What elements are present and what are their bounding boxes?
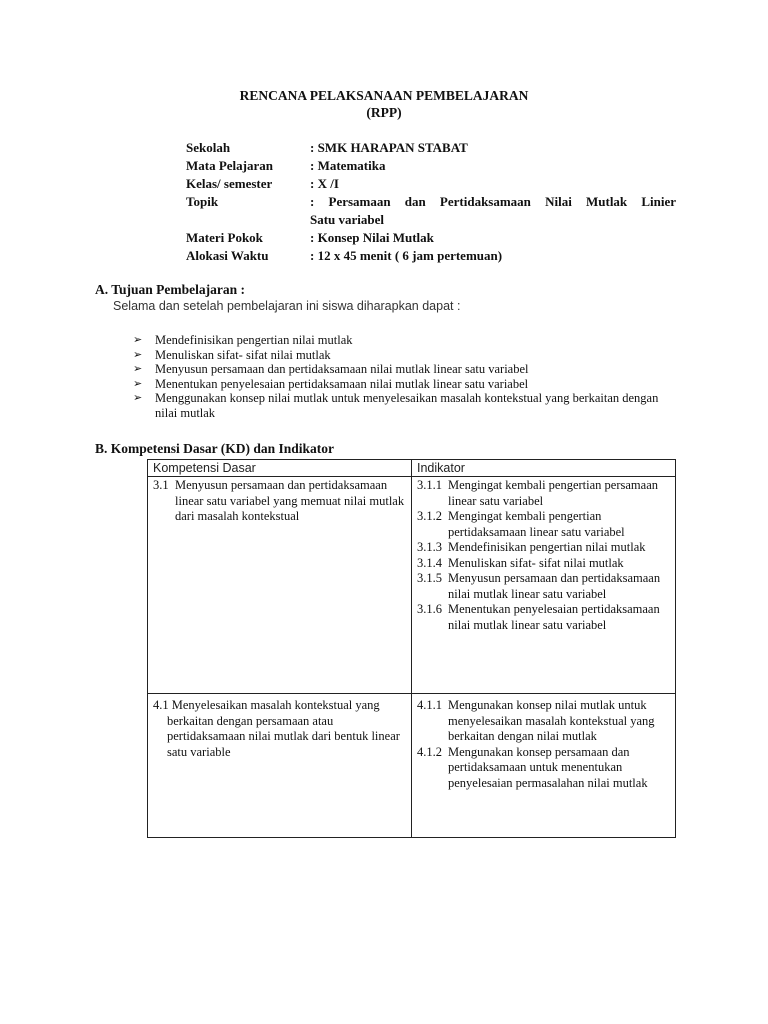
indicator-item [417,540,670,556]
indicator-text: Mengingat kembali pengertian pertidaksamaan linear satu variabel [448,509,625,539]
indicator-text: Mengunakan konsep nilai mutlak untuk menyelesaikan masalah kontekstual yang berkaitan dengan nilai mutlak [448,698,655,743]
arrow-bullet-icon: ➢ [133,334,143,346]
kd-number: 3.1 [153,478,169,492]
indicator-item [417,602,670,633]
indicator-number: 3.1.1 [417,478,442,492]
kd-text: Menyelesaikan masalah kontekstual yang berkaitan dengan persamaan atau pertidaksamaan nilai mutlak dari bentuk linear satu variable [167,698,400,759]
indicator-item [417,571,670,602]
list-item-text: Menyusun persamaan dan pertidaksamaan nilai mutlak linear satu variabel [155,362,529,376]
list-item-text: Menuliskan sifat- sifat nilai mutlak [155,347,331,362]
kd-cell [148,477,412,694]
arrow-bullet-icon: ➢ [133,392,143,404]
info-value-continuation: Satu variabel [310,212,385,227]
indicator-item [417,698,670,745]
list-item [133,348,673,363]
kd-number: 4.1 [153,698,169,712]
column-header-kd: Kompetensi Dasar [148,460,412,477]
info-row-materi-pokok [186,229,676,247]
document-subtitle: (RPP) [366,105,402,120]
info-label: Kelas/ semester [186,176,273,191]
indicator-number: 3.1.3 [417,540,442,554]
info-value: : Persamaan dan Pertidaksamaan Nilai Mutlak Linier [310,194,676,209]
list-item-text: Mendefinisikan pengertian nilai mutlak [155,333,353,347]
info-label: Materi Pokok [186,230,263,245]
kd-text: Menyusun persamaan dan pertidaksamaan linear satu variabel yang memuat nilai mutlak dari masalah kontekstual [175,478,405,523]
indicator-cell [412,694,676,838]
indicator-item [417,556,670,572]
column-header-indikator: Indikator [412,460,676,477]
info-value: : 12 x 45 menit ( 6 jam pertemuan) [310,248,503,263]
info-label: Alokasi Waktu [186,248,269,263]
info-row-sekolah [186,139,676,157]
indicator-text: Menyusun persamaan dan pertidaksamaan nilai mutlak linear satu variabel [448,571,661,601]
indicator-number: 3.1.6 [417,602,442,616]
arrow-bullet-icon: ➢ [133,377,143,390]
identity-block [186,139,676,265]
indicator-text: Menuliskan sifat- sifat nilai mutlak [448,555,624,570]
info-value: : X /I [310,176,339,191]
info-row-topik-continuation [186,211,676,229]
info-label: Topik [186,194,219,209]
indicator-number: 4.1.1 [417,698,442,712]
indicator-item [417,509,670,540]
info-label: Sekolah [186,140,231,155]
indicator-text: Mengingat kembali pengertian persamaan linear satu variabel [448,478,658,508]
info-row-topik [186,193,676,211]
section-a-heading: A. Tujuan Pembelajaran : [95,282,246,297]
list-item-text: Menentukan penyelesaian pertidaksamaan nilai mutlak linear satu variabel [155,376,529,391]
info-row-kelas [186,175,676,193]
list-item [133,377,673,392]
indicator-item [417,745,670,792]
info-row-alokasi-waktu [186,247,676,265]
indicator-number: 3.1.2 [417,509,442,523]
document-title: RENCANA PELAKSANAAN PEMBELAJARAN [239,88,529,103]
table-row [148,694,676,838]
list-item [133,362,673,377]
table-header-row [148,460,676,477]
indicator-text: Mendefinisikan pengertian nilai mutlak [448,540,646,554]
indicator-text: Mengunakan konsep persamaan dan pertidaksamaan untuk menentukan penyelesaian permasalahan nilai mutlak [448,744,648,790]
kd-cell [148,694,412,838]
info-value: : Konsep Nilai Mutlak [310,230,434,245]
indicator-number: 3.1.5 [417,571,442,585]
indicator-number: 3.1.4 [417,555,442,570]
indicator-number: 4.1.2 [417,744,442,759]
indicator-text: Menentukan penyelesaian pertidaksamaan nilai mutlak linear satu variabel [448,602,660,632]
arrow-bullet-icon: ➢ [133,348,143,361]
list-item [133,333,673,348]
info-label: Mata Pelajaran [186,158,274,173]
list-item-text: Menggunakan konsep nilai mutlak untuk menyelesaikan masalah kontekstual yang berkaitan dengan nilai mutlak [155,391,659,420]
table-row [148,477,676,694]
goals-list [133,333,673,420]
section-a-intro: Selama dan setelah pembelajaran ini siswa diharapkan dapat : [113,299,461,313]
indicator-cell [412,477,676,694]
arrow-bullet-icon: ➢ [133,363,143,375]
kd-indicator-table [147,459,676,838]
section-b-heading: B. Kompetensi Dasar (KD) dan Indikator [95,441,335,456]
indicator-item [417,478,670,509]
list-item [133,391,673,420]
info-value: : SMK HARAPAN STABAT [310,140,468,155]
info-row-mata-pelajaran [186,157,676,175]
info-value: : Matematika [310,158,386,173]
